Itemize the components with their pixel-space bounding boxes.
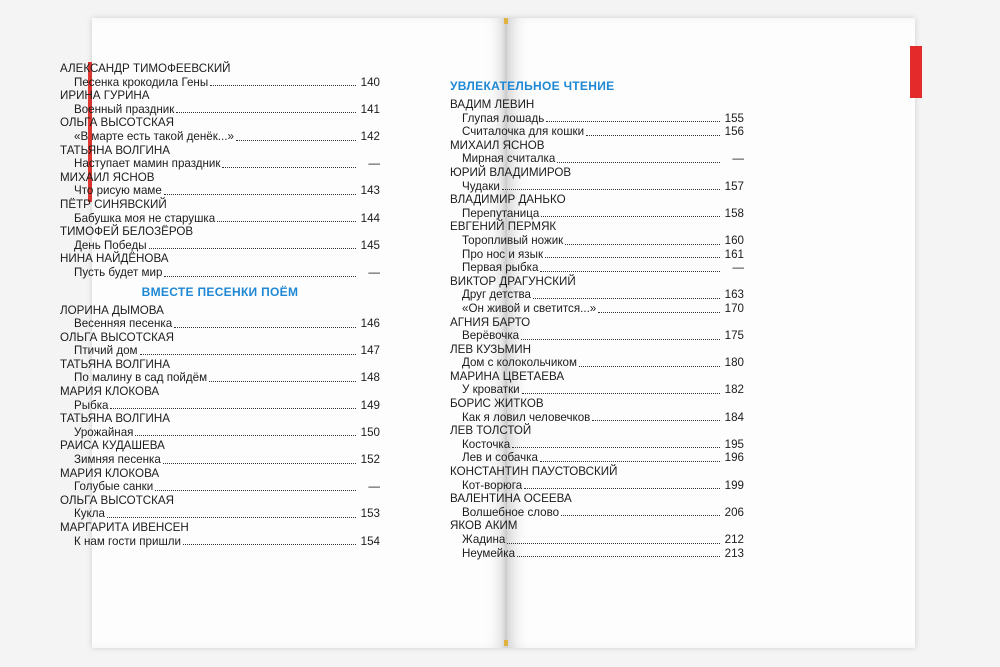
page-number: 213 [724, 546, 744, 560]
table-of-contents-right [450, 74, 744, 560]
toc-entry[interactable] [74, 212, 380, 226]
dot-leader [546, 121, 720, 122]
table-of-contents-left [60, 62, 380, 548]
dot-leader [517, 556, 720, 557]
dot-leader [217, 221, 356, 222]
dot-leader [135, 435, 356, 436]
page-number: 206 [724, 505, 744, 519]
work-title: Перепутаница [462, 206, 540, 220]
toc-entry[interactable] [462, 261, 744, 275]
page-number: 184 [724, 410, 744, 424]
author-name: МАРГАРИТА ИВЕНСЕН [60, 521, 189, 534]
section-title: ВМЕСТЕ ПЕСЕНКИ ПОЁМ [141, 284, 299, 299]
page-number: 148 [360, 371, 380, 385]
page-number: 199 [724, 478, 744, 492]
author-name: ВИКТОР ДРАГУНСКИЙ [450, 274, 576, 288]
dot-leader [502, 189, 720, 190]
work-title: Как я ловил человечков [462, 410, 591, 424]
author-name: ЛЕВ КУЗЬМИН [450, 342, 532, 356]
toc-entry[interactable] [462, 411, 744, 425]
work-title: Зимняя песенка [74, 453, 161, 467]
author-name: НИНА НАЙДЁНОВА [60, 252, 169, 266]
page-number: — [732, 261, 744, 275]
work-title: Чудаки [462, 179, 500, 193]
toc-entry[interactable] [462, 288, 744, 302]
dot-leader [540, 461, 720, 462]
dot-leader [174, 327, 356, 328]
work-title: У кроватки [462, 383, 520, 397]
dot-leader [524, 488, 720, 489]
author-name: ЯКОВ АКИМ [450, 519, 518, 533]
page-number: 154 [360, 534, 380, 548]
work-title: Кукла [74, 507, 105, 521]
toc-entry[interactable] [462, 248, 744, 262]
author-name: АЛЕКСАНДР ТИМОФЕЕВСКИЙ [60, 62, 231, 75]
toc-entry[interactable] [74, 371, 380, 385]
page-number: 195 [724, 437, 744, 451]
author-name: ЕВГЕНИЙ ПЕРМЯК [450, 220, 557, 234]
dot-leader [565, 244, 720, 245]
page-number: 141 [360, 102, 380, 116]
author-name: ВАЛЕНТИНА ОСЕЕВА [450, 492, 572, 506]
toc-entry[interactable] [74, 317, 380, 331]
dot-leader [155, 490, 356, 491]
toc-entry[interactable] [462, 180, 744, 194]
toc-entry[interactable] [462, 329, 744, 343]
dot-leader [541, 216, 720, 217]
work-title: Лев и собачка [462, 451, 538, 465]
page-number: — [368, 265, 380, 279]
toc-entry[interactable] [74, 535, 380, 549]
author-name: МИХАИЛ ЯСНОВ [450, 138, 545, 152]
page-number: 163 [724, 288, 744, 302]
work-title: Друг детства [462, 288, 532, 302]
dot-leader [164, 276, 356, 277]
toc-entry[interactable] [462, 383, 744, 397]
dot-leader [183, 544, 356, 545]
work-title: Косточка [462, 437, 511, 451]
section-title: УВЛЕКАТЕЛЬНОЕ ЧТЕНИЕ [450, 79, 615, 93]
page-number: 146 [360, 317, 380, 331]
toc-entry[interactable] [462, 112, 744, 126]
work-title: Дом с колокольчиком [462, 356, 577, 370]
red-page-tab [910, 46, 922, 98]
work-title: Весенняя песенка [74, 317, 173, 331]
work-title: Глупая лошадь [462, 111, 545, 125]
dot-leader [107, 517, 356, 518]
page-number: 180 [724, 356, 744, 370]
dot-leader [598, 312, 720, 313]
toc-entry[interactable] [462, 506, 744, 520]
toc-entry[interactable] [74, 507, 380, 521]
work-title: «Он живой и светится...» [462, 301, 597, 315]
author-name: ИРИНА ГУРИНА [60, 89, 150, 103]
page-number: 170 [724, 301, 744, 315]
spine-staple [504, 18, 508, 24]
author-name: ТАТЬЯНА ВОЛГИНА [60, 143, 170, 157]
page-number: 152 [360, 453, 380, 467]
dot-leader [522, 393, 720, 394]
toc-entry[interactable] [462, 479, 744, 493]
toc-entry[interactable] [462, 234, 744, 248]
page-number: 175 [724, 329, 744, 343]
work-title: Птичий дом [74, 344, 138, 358]
dot-leader [586, 135, 720, 136]
toc-group-list [450, 98, 744, 560]
author-name: ПЁТР СИНЯВСКИЙ [60, 197, 167, 211]
work-title: Мирная считалка [462, 152, 556, 166]
work-title: Бабушка моя не старушка [74, 211, 216, 225]
author-name: АГНИЯ БАРТО [450, 315, 531, 329]
toc-entry[interactable] [74, 344, 380, 358]
dot-leader [533, 298, 720, 299]
work-title: По малину в сад пойдём [74, 371, 208, 385]
toc-entry[interactable] [462, 356, 744, 370]
work-title: Рыбка [74, 398, 109, 412]
page-number: 158 [724, 206, 744, 220]
dot-leader [579, 366, 720, 367]
dot-leader [236, 140, 356, 141]
page-number: 149 [360, 398, 380, 412]
toc-entry[interactable] [462, 451, 744, 465]
toc-entry[interactable] [74, 426, 380, 440]
dot-leader [561, 515, 720, 516]
page-number: — [368, 480, 380, 494]
page-number: 142 [360, 129, 380, 143]
page-number: 212 [724, 533, 744, 546]
toc-entry[interactable] [462, 533, 744, 547]
work-title: Про нос и язык [462, 247, 544, 261]
toc-entry[interactable] [462, 125, 744, 139]
page-number: 153 [360, 507, 380, 521]
author-name: ВАДИМ ЛЕВИН [450, 98, 535, 111]
work-title: Наступает мамин праздник [74, 157, 221, 171]
author-name: ВЛАДИМИР ДАНЬКО [450, 193, 566, 207]
page-number: 150 [360, 425, 380, 439]
author-name: ТАТЬЯНА ВОЛГИНА [60, 412, 170, 426]
author-name: ОЛЬГА ВЫСОТСКАЯ [60, 493, 175, 507]
work-title: «В марте есть такой денёк...» [74, 129, 234, 143]
toc-entry[interactable] [74, 130, 380, 144]
work-title: Первая рыбка [462, 261, 539, 275]
toc-entry[interactable] [74, 266, 380, 280]
work-title: Верёвочка [462, 329, 520, 343]
toc-entry[interactable] [462, 152, 744, 166]
dot-leader [512, 447, 720, 448]
author-name: МИХАИЛ ЯСНОВ [60, 170, 155, 184]
page-number: 196 [724, 451, 744, 465]
author-name: ОЛЬГА ВЫСОТСКАЯ [60, 116, 175, 130]
page-number: — [732, 152, 744, 166]
toc-entry[interactable] [462, 438, 744, 452]
author-name: ЮРИЙ ВЛАДИМИРОВ [450, 165, 572, 179]
work-title: Голубые санки [74, 480, 154, 494]
work-title: Что рисую маме [74, 184, 162, 198]
page-number: — [368, 157, 380, 171]
dot-leader [545, 257, 720, 258]
toc-entry[interactable] [74, 184, 380, 198]
page-number: 161 [724, 247, 744, 261]
dot-leader [163, 463, 356, 464]
toc-group-list [60, 62, 380, 280]
dot-leader [164, 194, 356, 195]
dot-leader [557, 162, 720, 163]
work-title: Считалочка для кошки [462, 125, 585, 139]
toc-entry[interactable] [74, 239, 380, 253]
page-number: 155 [724, 111, 744, 125]
dot-leader [110, 408, 356, 409]
toc-entry[interactable] [74, 453, 380, 467]
dot-leader [540, 271, 720, 272]
dot-leader [209, 381, 356, 382]
author-name: МАРИЯ КЛОКОВА [60, 466, 160, 480]
page-number: 156 [724, 125, 744, 139]
page-number: 157 [724, 179, 744, 193]
page-number: 143 [360, 184, 380, 198]
dot-leader [140, 354, 356, 355]
page-number: 160 [724, 233, 744, 247]
dot-leader [521, 339, 720, 340]
work-title: Пусть будет мир [74, 265, 163, 279]
toc-entry[interactable] [74, 157, 380, 171]
toc-entry[interactable] [462, 207, 744, 221]
work-title: Урожайная [74, 425, 134, 439]
page-number: 182 [724, 383, 744, 397]
work-title: Кот-ворюга [462, 478, 523, 492]
dot-leader [149, 248, 356, 249]
work-title: К нам гости пришли [74, 534, 181, 548]
work-title: Песенка крокодила Гены [74, 75, 209, 89]
dot-leader [507, 543, 720, 544]
author-name: ЛЕВ ТОЛСТОЙ [450, 424, 532, 438]
page-number: 144 [360, 211, 380, 225]
work-title: День Победы [74, 238, 147, 252]
dot-leader [176, 112, 356, 113]
toc-entry[interactable] [74, 103, 380, 117]
dot-leader [222, 167, 356, 168]
page-number: 147 [360, 344, 380, 358]
toc-entry[interactable] [462, 547, 744, 561]
toc-entry[interactable] [74, 480, 380, 494]
work-title: Волшебное слово [462, 505, 560, 519]
spine-staple [504, 640, 508, 646]
toc-entry[interactable] [74, 399, 380, 413]
work-title: Торопливый ножик [462, 233, 564, 247]
author-name: КОНСТАНТИН ПАУСТОВСКИЙ [450, 465, 618, 479]
author-name: МАРИЯ КЛОКОВА [60, 385, 160, 399]
author-name: БОРИС ЖИТКОВ [450, 397, 544, 411]
page-number: 140 [360, 75, 380, 89]
author-name: ЛОРИНА ДЫМОВА [60, 303, 164, 317]
toc-entry[interactable] [74, 76, 380, 90]
work-title: Неумейка [462, 546, 516, 560]
work-title: Жадина [462, 533, 506, 546]
author-name: МАРИНА ЦВЕТАЕВА [450, 369, 565, 383]
author-name: ТАТЬЯНА ВОЛГИНА [60, 357, 170, 371]
work-title: Военный праздник [74, 102, 175, 116]
dot-leader [210, 85, 356, 86]
author-name: ОЛЬГА ВЫСОТСКАЯ [60, 330, 175, 344]
author-name: РАИСА КУДАШЕВА [60, 439, 165, 453]
author-name: ТИМОФЕЙ БЕЛОЗЁРОВ [60, 225, 194, 239]
toc-group-list [60, 304, 380, 549]
toc-entry[interactable] [462, 302, 744, 316]
page-number: 145 [360, 238, 380, 252]
dot-leader [592, 420, 720, 421]
